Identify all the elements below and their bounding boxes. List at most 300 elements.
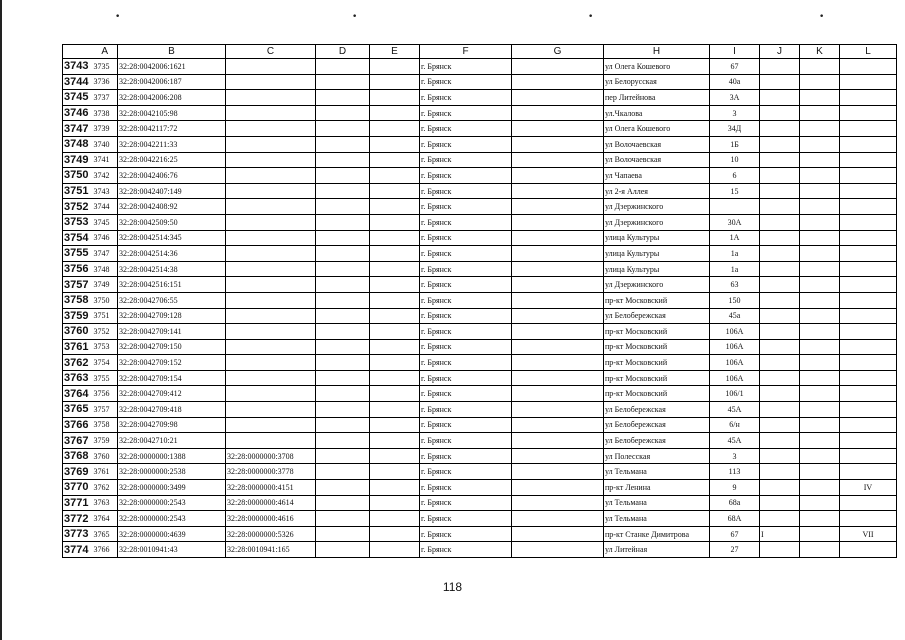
cell-l	[840, 230, 897, 246]
cell-j	[760, 417, 800, 433]
cell-j	[760, 246, 800, 262]
cell-cadastral-number: 32:28:0000000:2543	[118, 511, 226, 527]
cell-d	[316, 74, 370, 90]
page-number: 118	[442, 580, 463, 594]
cell-e	[370, 199, 420, 215]
cell-a: 3740	[93, 136, 118, 152]
table-row	[63, 246, 897, 262]
corner-cell	[63, 45, 93, 59]
row-number: 3774	[63, 542, 93, 558]
cell-g	[512, 261, 604, 277]
cell-city: г. Брянск	[420, 448, 512, 464]
cell-city: г. Брянск	[420, 277, 512, 293]
cell-l	[840, 105, 897, 121]
cell-l	[840, 74, 897, 90]
row-number: 3748	[63, 136, 93, 152]
cell-g	[512, 324, 604, 340]
cell-e	[370, 402, 420, 418]
cell-cadastral-number: 32:28:0042709:150	[118, 339, 226, 355]
table-row	[63, 199, 897, 215]
cell-d	[316, 292, 370, 308]
cell-a: 3742	[93, 168, 118, 184]
cell-d	[316, 308, 370, 324]
cell-related-cadastral-number	[226, 121, 316, 137]
cell-street: ул Волочаевская	[604, 136, 710, 152]
cell-cadastral-number: 32:28:0042006:1621	[118, 59, 226, 75]
cell-l	[840, 183, 897, 199]
cell-house-number: 106А	[710, 324, 760, 340]
cell-l	[840, 417, 897, 433]
row-number: 3760	[63, 324, 93, 340]
cell-k	[800, 495, 840, 511]
cell-d	[316, 511, 370, 527]
dot-mark: •	[819, 12, 825, 22]
cell-city: г. Брянск	[420, 324, 512, 340]
cell-a: 3759	[93, 433, 118, 449]
cell-a: 3735	[93, 59, 118, 75]
cell-cadastral-number: 32:28:0042105:98	[118, 105, 226, 121]
cell-cadastral-number: 32:28:0042706:55	[118, 292, 226, 308]
row-number: 3744	[63, 74, 93, 90]
cell-cadastral-number: 32:28:0042514:36	[118, 246, 226, 262]
cell-city: г. Брянск	[420, 183, 512, 199]
cell-g	[512, 74, 604, 90]
cell-e	[370, 526, 420, 542]
row-number: 3765	[63, 402, 93, 418]
cell-related-cadastral-number	[226, 59, 316, 75]
cell-g	[512, 448, 604, 464]
cell-city: г. Брянск	[420, 74, 512, 90]
cell-cadastral-number: 32:28:0042709:412	[118, 386, 226, 402]
column-header-c: C	[226, 45, 316, 59]
cell-related-cadastral-number	[226, 402, 316, 418]
row-number: 3762	[63, 355, 93, 371]
cell-a: 3754	[93, 355, 118, 371]
cell-e	[370, 74, 420, 90]
cell-e	[370, 121, 420, 137]
cell-street: ул Дзержинского	[604, 214, 710, 230]
cell-l	[840, 355, 897, 371]
cell-k	[800, 511, 840, 527]
table-row	[63, 355, 897, 371]
column-header-a: A	[93, 45, 118, 59]
cell-a: 3761	[93, 464, 118, 480]
row-number: 3753	[63, 214, 93, 230]
cell-a: 3764	[93, 511, 118, 527]
cell-g	[512, 495, 604, 511]
cell-j	[760, 402, 800, 418]
table-row	[63, 370, 897, 386]
cell-city: г. Брянск	[420, 526, 512, 542]
cell-related-cadastral-number	[226, 417, 316, 433]
cell-related-cadastral-number: 32:28:0000000:3778	[226, 464, 316, 480]
cell-city: г. Брянск	[420, 542, 512, 558]
cell-j	[760, 261, 800, 277]
cell-l	[840, 511, 897, 527]
cell-j	[760, 230, 800, 246]
table-row	[63, 308, 897, 324]
cell-city: г. Брянск	[420, 402, 512, 418]
cell-g	[512, 339, 604, 355]
cell-house-number: 15	[710, 183, 760, 199]
cell-street: ул Тельмана	[604, 511, 710, 527]
table-row	[63, 542, 897, 558]
cell-k	[800, 292, 840, 308]
cell-k	[800, 152, 840, 168]
row-number: 3754	[63, 230, 93, 246]
cell-d	[316, 417, 370, 433]
cell-l	[840, 308, 897, 324]
cell-j	[760, 542, 800, 558]
cell-house-number: 10	[710, 152, 760, 168]
row-number: 3769	[63, 464, 93, 480]
cell-city: г. Брянск	[420, 339, 512, 355]
cell-city: г. Брянск	[420, 199, 512, 215]
cell-related-cadastral-number	[226, 168, 316, 184]
dot-mark: •	[115, 12, 121, 22]
cell-k	[800, 542, 840, 558]
cell-related-cadastral-number	[226, 152, 316, 168]
cell-d	[316, 261, 370, 277]
cell-city: г. Брянск	[420, 495, 512, 511]
cell-l: VII	[840, 526, 897, 542]
cell-house-number: 1а	[710, 261, 760, 277]
page-left-edge	[0, 0, 2, 640]
cell-l	[840, 168, 897, 184]
cell-e	[370, 277, 420, 293]
cell-e	[370, 168, 420, 184]
row-number: 3757	[63, 277, 93, 293]
cell-l	[840, 402, 897, 418]
dot-mark: •	[352, 12, 358, 22]
cell-e	[370, 105, 420, 121]
cell-street: ул 2-я Аллея	[604, 183, 710, 199]
column-header-e: E	[370, 45, 420, 59]
cell-k	[800, 168, 840, 184]
cell-cadastral-number: 32:28:0042006:187	[118, 74, 226, 90]
cell-d	[316, 183, 370, 199]
row-number: 3756	[63, 261, 93, 277]
cell-k	[800, 480, 840, 496]
cell-j	[760, 214, 800, 230]
row-number: 3771	[63, 495, 93, 511]
cell-related-cadastral-number	[226, 277, 316, 293]
cell-g	[512, 277, 604, 293]
cell-house-number: 45А	[710, 402, 760, 418]
cell-g	[512, 292, 604, 308]
cell-house-number: 1а	[710, 246, 760, 262]
cell-e	[370, 292, 420, 308]
cell-k	[800, 355, 840, 371]
cell-e	[370, 495, 420, 511]
cell-cadastral-number: 32:28:0042709:141	[118, 324, 226, 340]
cell-e	[370, 448, 420, 464]
cell-cadastral-number: 32:28:0000000:3499	[118, 480, 226, 496]
cell-related-cadastral-number	[226, 230, 316, 246]
cell-k	[800, 339, 840, 355]
cell-street: пр-кт Московский	[604, 292, 710, 308]
row-number: 3773	[63, 526, 93, 542]
cell-house-number: 34Д	[710, 121, 760, 137]
table-row	[63, 511, 897, 527]
cell-a: 3738	[93, 105, 118, 121]
cell-e	[370, 480, 420, 496]
cell-g	[512, 246, 604, 262]
cell-related-cadastral-number: 32:28:0000000:3708	[226, 448, 316, 464]
cell-d	[316, 386, 370, 402]
cell-d	[316, 59, 370, 75]
cell-related-cadastral-number: 32:28:0000000:4151	[226, 480, 316, 496]
cell-d	[316, 355, 370, 371]
cell-city: г. Брянск	[420, 308, 512, 324]
cell-l	[840, 59, 897, 75]
cell-city: г. Брянск	[420, 230, 512, 246]
cell-a: 3746	[93, 230, 118, 246]
cell-city: г. Брянск	[420, 121, 512, 137]
cell-related-cadastral-number: 32:28:0000000:4616	[226, 511, 316, 527]
cell-d	[316, 152, 370, 168]
cell-city: г. Брянск	[420, 168, 512, 184]
cell-cadastral-number: 32:28:0042216:25	[118, 152, 226, 168]
table-row	[63, 74, 897, 90]
cell-a: 3747	[93, 246, 118, 262]
cell-related-cadastral-number	[226, 386, 316, 402]
row-number: 3772	[63, 511, 93, 527]
cell-city: г. Брянск	[420, 152, 512, 168]
cell-related-cadastral-number	[226, 136, 316, 152]
row-number: 3758	[63, 292, 93, 308]
cell-city: г. Брянск	[420, 355, 512, 371]
cell-j	[760, 183, 800, 199]
cell-a: 3762	[93, 480, 118, 496]
cell-l: IV	[840, 480, 897, 496]
cell-l	[840, 277, 897, 293]
cell-cadastral-number: 32:28:0042211:33	[118, 136, 226, 152]
table-row	[63, 152, 897, 168]
cell-j	[760, 339, 800, 355]
cell-house-number: 106А	[710, 339, 760, 355]
cell-j	[760, 370, 800, 386]
column-header-g: G	[512, 45, 604, 59]
cell-related-cadastral-number	[226, 90, 316, 106]
row-number: 3749	[63, 152, 93, 168]
cell-cadastral-number: 32:28:0042709:418	[118, 402, 226, 418]
cell-city: г. Брянск	[420, 511, 512, 527]
cell-l	[840, 152, 897, 168]
row-number: 3755	[63, 246, 93, 262]
cell-street: ул Белобережская	[604, 417, 710, 433]
cell-l	[840, 246, 897, 262]
cell-house-number: 30А	[710, 214, 760, 230]
row-number: 3763	[63, 370, 93, 386]
cell-g	[512, 152, 604, 168]
cell-a: 3737	[93, 90, 118, 106]
table-row	[63, 386, 897, 402]
cell-d	[316, 480, 370, 496]
row-number: 3747	[63, 121, 93, 137]
cell-a: 3757	[93, 402, 118, 418]
table-row	[63, 183, 897, 199]
cell-house-number: 3	[710, 105, 760, 121]
cell-cadastral-number: 32:28:0042408:92	[118, 199, 226, 215]
cell-house-number: 1А	[710, 230, 760, 246]
cell-related-cadastral-number	[226, 433, 316, 449]
cell-a: 3750	[93, 292, 118, 308]
cell-related-cadastral-number	[226, 214, 316, 230]
row-number: 3768	[63, 448, 93, 464]
cell-e	[370, 90, 420, 106]
cell-cadastral-number: 32:28:0042117:72	[118, 121, 226, 137]
cell-e	[370, 511, 420, 527]
cell-house-number: 67	[710, 59, 760, 75]
cell-e	[370, 417, 420, 433]
cell-cadastral-number: 32:28:0010941:43	[118, 542, 226, 558]
cell-d	[316, 168, 370, 184]
cell-street: ул Олега Кошевого	[604, 59, 710, 75]
column-header-f: F	[420, 45, 512, 59]
table-row	[63, 448, 897, 464]
cell-j	[760, 59, 800, 75]
cell-l	[840, 199, 897, 215]
cell-related-cadastral-number: 32:28:0000000:4614	[226, 495, 316, 511]
cell-d	[316, 230, 370, 246]
cell-j: I	[760, 526, 800, 542]
cell-cadastral-number: 32:28:0000000:2543	[118, 495, 226, 511]
cell-related-cadastral-number	[226, 261, 316, 277]
cell-a: 3741	[93, 152, 118, 168]
cell-street: ул Тельмана	[604, 495, 710, 511]
cell-city: г. Брянск	[420, 136, 512, 152]
cell-g	[512, 480, 604, 496]
cell-g	[512, 168, 604, 184]
cell-k	[800, 386, 840, 402]
cell-a: 3758	[93, 417, 118, 433]
cell-a: 3745	[93, 214, 118, 230]
cell-l	[840, 370, 897, 386]
table-row	[63, 324, 897, 340]
cell-street: ул Белобережская	[604, 308, 710, 324]
cell-street: пр-кт Ленина	[604, 480, 710, 496]
cell-city: г. Брянск	[420, 370, 512, 386]
cell-related-cadastral-number	[226, 339, 316, 355]
cell-g	[512, 417, 604, 433]
cell-house-number	[710, 199, 760, 215]
cell-e	[370, 464, 420, 480]
row-number: 3743	[63, 59, 93, 75]
cell-city: г. Брянск	[420, 417, 512, 433]
cell-k	[800, 324, 840, 340]
cell-street: улица Культуры	[604, 246, 710, 262]
cell-l	[840, 448, 897, 464]
cell-g	[512, 542, 604, 558]
cell-e	[370, 136, 420, 152]
cell-a: 3748	[93, 261, 118, 277]
cell-k	[800, 183, 840, 199]
cell-j	[760, 308, 800, 324]
cell-cadastral-number: 32:28:0042709:98	[118, 417, 226, 433]
cell-e	[370, 308, 420, 324]
cell-k	[800, 448, 840, 464]
cell-city: г. Брянск	[420, 464, 512, 480]
cell-g	[512, 526, 604, 542]
cell-a: 3736	[93, 74, 118, 90]
cell-e	[370, 246, 420, 262]
cell-street: пр-кт Московский	[604, 370, 710, 386]
cell-city: г. Брянск	[420, 246, 512, 262]
cell-l	[840, 495, 897, 511]
row-number: 3752	[63, 199, 93, 215]
table-row	[63, 136, 897, 152]
table-row	[63, 105, 897, 121]
cell-a: 3760	[93, 448, 118, 464]
cell-e	[370, 230, 420, 246]
cell-related-cadastral-number	[226, 355, 316, 371]
row-number: 3764	[63, 386, 93, 402]
cell-j	[760, 480, 800, 496]
cell-l	[840, 261, 897, 277]
cell-j	[760, 136, 800, 152]
row-number: 3750	[63, 168, 93, 184]
cell-k	[800, 74, 840, 90]
cell-house-number: 63	[710, 277, 760, 293]
table-row	[63, 464, 897, 480]
cell-l	[840, 542, 897, 558]
cell-house-number: 106А	[710, 355, 760, 371]
cell-g	[512, 433, 604, 449]
cell-d	[316, 105, 370, 121]
cell-k	[800, 230, 840, 246]
cell-d	[316, 542, 370, 558]
cell-j	[760, 464, 800, 480]
cell-d	[316, 402, 370, 418]
cell-j	[760, 324, 800, 340]
cell-j	[760, 292, 800, 308]
cell-city: г. Брянск	[420, 105, 512, 121]
cell-street: ул Литейная	[604, 542, 710, 558]
cell-d	[316, 448, 370, 464]
cell-cadastral-number: 32:28:0042407:149	[118, 183, 226, 199]
cell-k	[800, 464, 840, 480]
cell-j	[760, 199, 800, 215]
cell-cadastral-number: 32:28:0042516:151	[118, 277, 226, 293]
column-header-l: L	[840, 45, 897, 59]
cell-l	[840, 339, 897, 355]
cell-g	[512, 183, 604, 199]
table-row	[63, 402, 897, 418]
cell-k	[800, 402, 840, 418]
table-row	[63, 292, 897, 308]
cell-k	[800, 136, 840, 152]
table-row	[63, 90, 897, 106]
cell-cadastral-number: 32:28:0042509:50	[118, 214, 226, 230]
column-header-row	[63, 45, 897, 59]
cell-e	[370, 59, 420, 75]
cell-street: ул Дзержинского	[604, 277, 710, 293]
cell-g	[512, 464, 604, 480]
cell-d	[316, 339, 370, 355]
cell-g	[512, 90, 604, 106]
cell-house-number: 9	[710, 480, 760, 496]
cell-street: ул Волочаевская	[604, 152, 710, 168]
cell-l	[840, 90, 897, 106]
cell-street: пер Литейнова	[604, 90, 710, 106]
cell-k	[800, 370, 840, 386]
cell-related-cadastral-number	[226, 74, 316, 90]
cell-a: 3755	[93, 370, 118, 386]
cell-j	[760, 121, 800, 137]
cell-related-cadastral-number	[226, 324, 316, 340]
cell-k	[800, 417, 840, 433]
